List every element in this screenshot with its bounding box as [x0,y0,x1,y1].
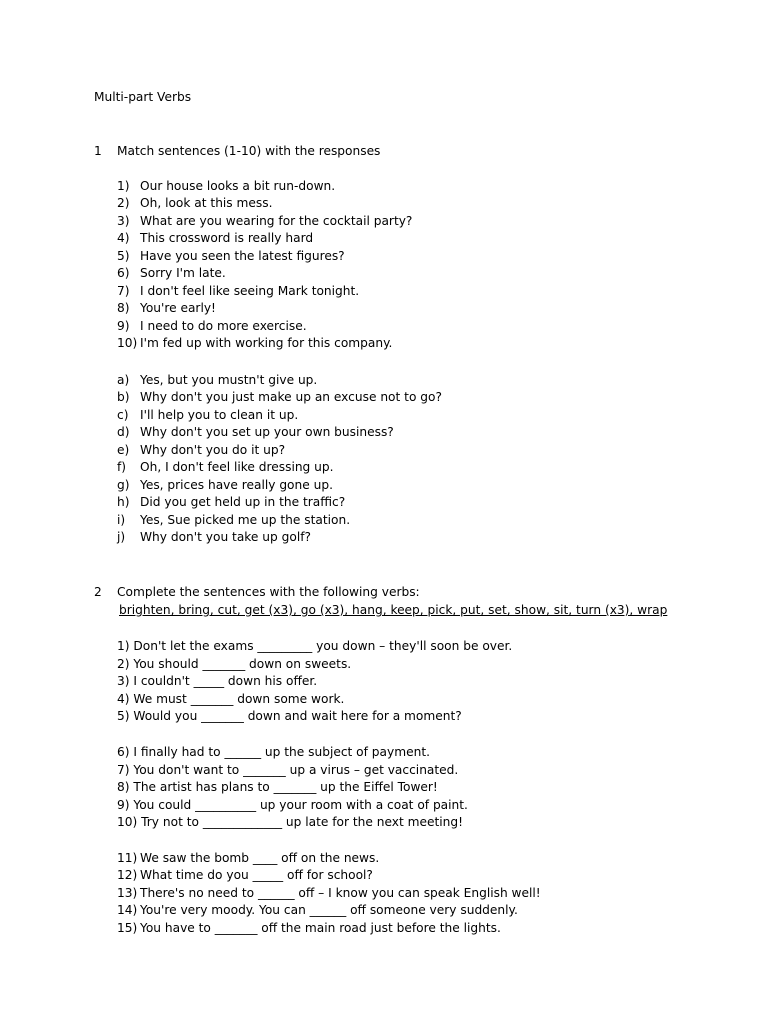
exercise-sentence: There's no need to ______ off – I know you can speak English well! [140,886,541,900]
sentence-text: Oh, look at this mess. [140,196,273,210]
exercise-label: 12) [117,868,138,882]
sentence-label: 3) [117,214,130,228]
section2-instruction: Complete the sentences with the following verbs: [117,585,420,599]
sentence-label: 2) [117,196,130,210]
exercise-sentence: 1) Don't let the exams _________ you down – they'll soon be over. [117,639,513,653]
exercise-label: 14) [117,903,138,917]
response-text: Why don't you just make up an excuse not to go? [140,390,442,404]
sentence-text: This crossword is really hard [140,231,314,245]
exercise-sentence: What time do you _____ off for school? [140,868,373,882]
sentence-label: 8) [117,301,130,315]
exercise-sentence: 6) I finally had to ______ up the subject of payment. [117,745,430,759]
response-label: f) [117,460,127,474]
response-label: d) [117,425,130,439]
exercise-label: 15) [117,921,138,935]
response-label: e) [117,443,130,457]
sentence-text: Sorry I'm late. [140,266,226,280]
sentence-text: I need to do more exercise. [140,319,307,333]
exercise-sentence: 8) The artist has plans to _______ up the Eiffel Tower! [117,780,438,794]
sentence-label: 10) [117,336,138,350]
sentence-label: 6) [117,266,130,280]
page-title: Multi-part Verbs [94,90,192,104]
exercise-sentence: 9) You could __________ up your room with a coat of paint. [117,798,468,812]
response-text: Did you get held up in the traffic? [140,495,346,509]
response-text: I'll help you to clean it up. [140,408,299,422]
response-text: Why don't you do it up? [140,443,286,457]
response-text: Yes, Sue picked me up the station. [140,513,351,527]
sentence-text: I don't feel like seeing Mark tonight. [140,284,360,298]
section1-number: 1 [94,144,102,158]
sentence-label: 1) [117,179,130,193]
response-label: j) [117,530,126,544]
sentence-text: Have you seen the latest figures? [140,249,345,263]
response-label: i) [117,513,126,527]
exercise-label: 11) [117,851,138,865]
response-text: Yes, prices have really gone up. [140,478,333,492]
exercise-label: 13) [117,886,138,900]
section1-instruction: Match sentences (1-10) with the responses [117,144,381,158]
exercise-sentence: You have to _______ off the main road just before the lights. [140,921,501,935]
response-label: c) [117,408,129,422]
exercise-sentence: 5) Would you _______ down and wait here for a moment? [117,709,462,723]
sentence-text: I'm fed up with working for this company. [140,336,393,350]
section2-number: 2 [94,585,102,599]
exercise-sentence: You're very moody. You can ______ off someone very suddenly. [140,903,518,917]
exercise-sentence: 7) You don't want to _______ up a virus – get vaccinated. [117,763,459,777]
response-text: Yes, but you mustn't give up. [140,373,318,387]
sentence-text: What are you wearing for the cocktail party? [140,214,413,228]
response-text: Why don't you take up golf? [140,530,311,544]
exercise-sentence: 2) You should _______ down on sweets. [117,657,352,671]
response-label: g) [117,478,130,492]
verb-list: brighten, bring, cut, get (x3), go (x3), hang, keep, pick, put, set, show, sit, turn (x3), wrap [119,603,668,617]
response-label: b) [117,390,130,404]
sentence-text: Our house looks a bit run-down. [140,179,336,193]
exercise-sentence: 10) Try not to _____________ up late for the next meeting! [117,815,464,829]
exercise-sentence: 4) We must _______ down some work. [117,692,345,706]
response-text: Oh, I don't feel like dressing up. [140,460,334,474]
exercise-sentence: We saw the bomb ____ off on the news. [140,851,380,865]
sentence-label: 9) [117,319,130,333]
sentence-text: You're early! [140,301,216,315]
sentence-label: 7) [117,284,130,298]
exercise-sentence: 3) I couldn't _____ down his offer. [117,674,318,688]
response-label: h) [117,495,130,509]
response-text: Why don't you set up your own business? [140,425,394,439]
sentence-label: 5) [117,249,130,263]
sentence-label: 4) [117,231,130,245]
response-label: a) [117,373,130,387]
